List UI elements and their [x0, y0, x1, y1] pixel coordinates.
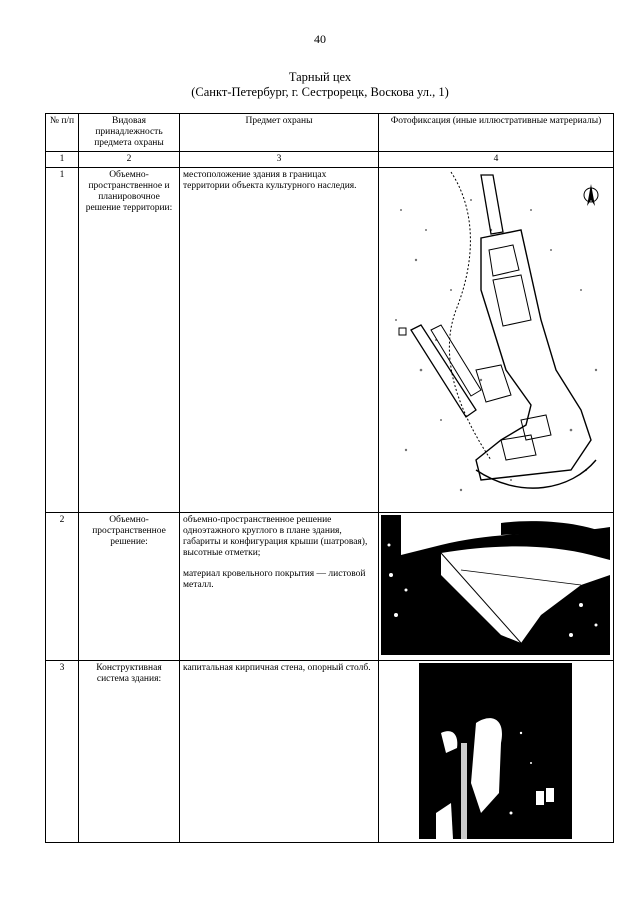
column-number-row [46, 152, 614, 168]
row-subject-line-2: материал кровельного покрытия — листовой металл. [183, 569, 366, 590]
col-number-2: 2 [79, 152, 180, 168]
col-number-3: 3 [180, 152, 379, 168]
header-subject: Предмет охраны [180, 114, 379, 152]
row-subject: капитальная кирпичная стена, опорный столб. [180, 661, 379, 843]
row-kind: Объемно-пространственное решение: [79, 513, 180, 661]
table-row [46, 168, 614, 513]
row-kind: Конструктивная система здания: [79, 661, 180, 843]
wall-photo-image [381, 663, 610, 839]
row-number: 2 [46, 513, 79, 661]
row-kind: Объемно-пространственное и планировочное решение территории: [79, 168, 180, 513]
row-subject: местоположение здания в границах территории объекта культурного наследия. [180, 168, 379, 513]
col-number-1: 1 [46, 152, 79, 168]
row-subject [180, 513, 379, 661]
roof-photo [379, 513, 614, 661]
document-title [0, 70, 640, 100]
row-number: 1 [46, 168, 79, 513]
header-photo: Фотофиксация (иные иллюстративные матрериалы) [379, 114, 614, 152]
col-number-4: 4 [379, 152, 614, 168]
page-number: 40 [314, 32, 326, 46]
row-subject-line-1: объемно-пространственное решение одноэтажного круглого в плане здания, габариты и конфигурация крыши (шатровая), высотные отметки; [183, 515, 368, 558]
title-line-1: Тарный цех [288, 70, 352, 84]
header-row [46, 114, 614, 152]
table-row [46, 513, 614, 661]
roof-photo-image [381, 515, 610, 655]
row-number: 3 [46, 661, 79, 843]
title-line-2: (Санкт-Петербург, г. Сестрорецк, Воскова ул., 1) [191, 85, 449, 99]
wall-photo [379, 661, 614, 843]
header-kind: Видовая принадлежность предмета охраны [79, 114, 180, 152]
protection-subject-table [45, 113, 614, 843]
table-row [46, 661, 614, 843]
site-plan-image [379, 168, 614, 513]
site-plan-drawing [381, 170, 610, 508]
header-num: № п/п [46, 114, 79, 152]
